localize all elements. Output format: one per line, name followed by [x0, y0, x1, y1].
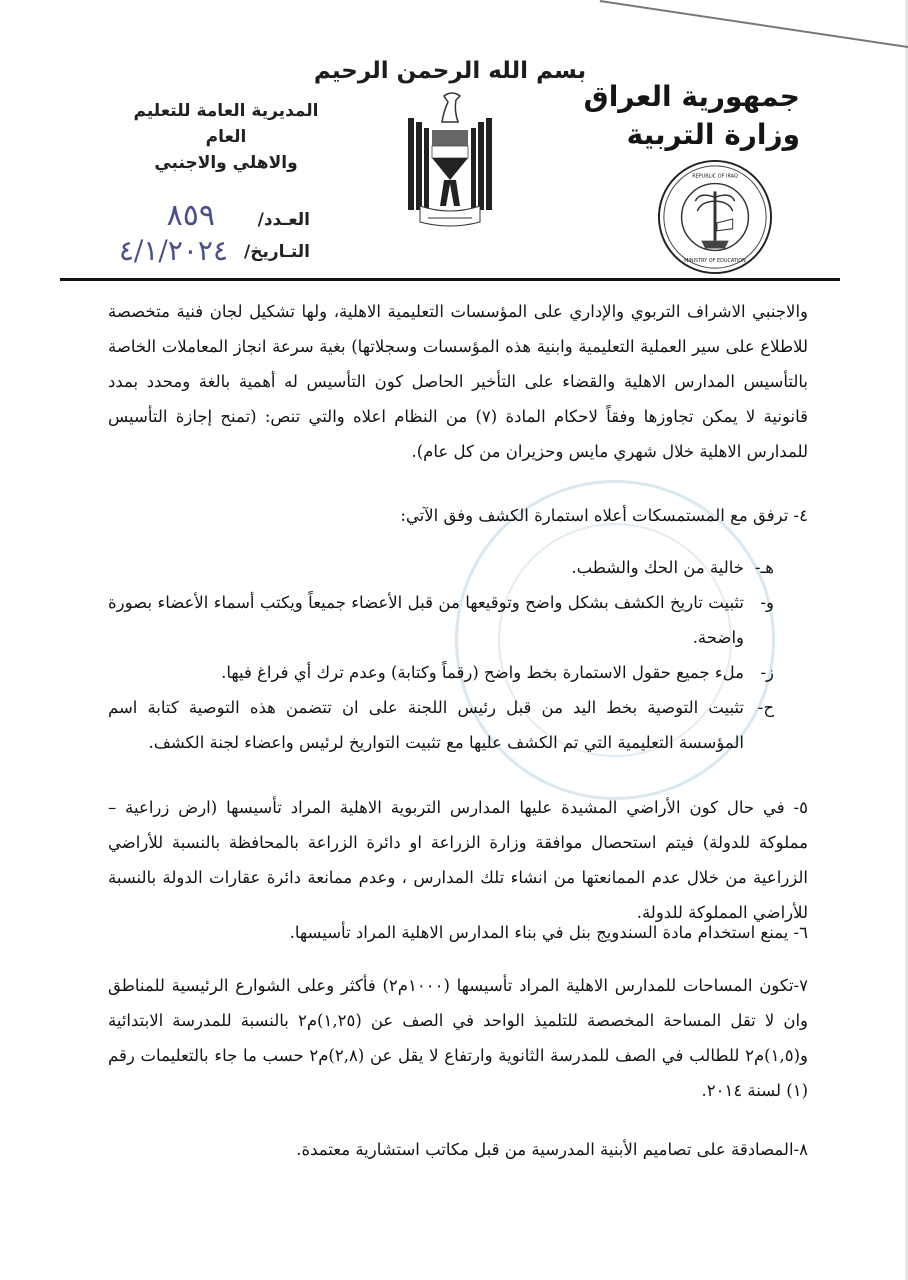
number-label: العـدد/ [257, 210, 310, 230]
item-marker: و- [760, 593, 774, 612]
point-8 [108, 1132, 808, 1167]
point-4-items [108, 550, 778, 760]
list-item [108, 585, 778, 655]
item-text: تثبيت تاريخ الكشف بشكل واضح وتوقيعها من قبل الأعضاء جميعاً ويكتب أسماء الأعضاء بصورة واضحة. [108, 593, 744, 647]
point-4 [108, 498, 808, 533]
svg-text:MINISTRY OF EDUCATION: MINISTRY OF EDUCATION [684, 258, 746, 265]
item-marker: هـ- [754, 558, 774, 577]
page-fold-line [600, 0, 908, 49]
svg-text:REPUBLIC OF IRAQ: REPUBLIC OF IRAQ [692, 173, 738, 180]
date-label: التـاريخ/ [244, 242, 310, 262]
list-item [108, 550, 778, 585]
point-4-text: ٤- ترفق مع المستمسكات أعلاه استمارة الكشف وفق الآتي: [400, 506, 808, 525]
list-item [108, 690, 778, 760]
intro-paragraph [108, 294, 808, 469]
item-marker: ز- [760, 663, 774, 682]
ministry-name: وزارة التربية [626, 118, 800, 151]
document-number: ٨٥٩ [166, 198, 215, 233]
item-text: ملء جميع حقول الاستمارة بخط واضح (رقماً وكتابة) وعدم ترك أي فراغ فيها. [221, 663, 744, 682]
directorate-line-2: والاهلي والاجنبي [154, 153, 298, 173]
item-text: خالية من الحك والشطب. [571, 558, 744, 577]
issuer-block [584, 78, 800, 154]
directorate-line-1: المديرية العامة للتعليم العام [133, 101, 319, 147]
eagle-emblem-icon [400, 88, 500, 238]
reference-block [10, 198, 310, 280]
country-name: جمهورية العراق [583, 80, 800, 113]
item-marker: ح- [757, 698, 774, 717]
point-6-text: ٦- يمنع استخدام مادة السندويج بنل في بناء المدارس الاهلية المراد تأسيسها. [289, 923, 808, 942]
point-8-text: ٨-المصادقة على تصاميم الأبنية المدرسية من قبل مكاتب استشارية معتمدة. [296, 1140, 808, 1159]
item-text: تثبيت التوصية بخط اليد من قبل رئيس اللجنة على ان تتضمن هذه التوصية كتابة اسم المؤسسة التعليمية التي تم الكشف عليها مع تثبيت التواريخ لرئيس واعضاء لجنة الكشف. [108, 698, 744, 752]
intro-text: والاجنبي الاشراف التربوي والإداري على المؤسسات التعليمية الاهلية، ولها تشكيل لجان فنية متخصصة للاطلاع على سير العملية التعليمية وابنية هذه المؤسسات وسجلاتها) بغية سرعة انجاز المعاملات الخاصة بالتأسيس المدارس الاهلية والقضاء على التأخير الحاصل كون التأسيس له أهمية بالغة ومحدد بمدد قانونية لا يمكن تجاوزها وفقاً لاحكام المادة (٧) من النظام اعلاه والتي تنص: (تمنح إجازة التأسيس للمدارس الاهلية خلال شهري مايس وحزيران من كل عام). [108, 302, 808, 461]
point-5-text: ٥- في حال كون الأراضي المشيدة عليها المدارس التربوية الاهلية المراد تأسيسها (ارض زراعية – مملوكة للدولة) فيتم استحصال موافقة وزارة الزراعة او دائرة الزراعة بالمحافظة بالنسبة للأراضي الزراعية من خلال عدم الممانعتها من انشاء تلك المدارس ، وعدم ممانعة دائرة عقارات الدولة بالنسبة للأراضي المملوكة للدولة. [108, 798, 808, 922]
point-7 [108, 968, 808, 1108]
list-item [108, 655, 778, 690]
point-6 [108, 915, 808, 950]
directorate-block [116, 98, 336, 176]
ministry-seal-icon [656, 158, 774, 276]
point-7-text: ٧-تكون المساحات للمدارس الاهلية المراد تأسيسها (١٠٠٠م٢) فأكثر وعلى الشوارع الرئيسية للمناطق وان لا تقل المساحة المخصصة للتلميذ الواحد في الصف عن (١,٢٥)م٢ بالنسبة للمدرسة الابتدائية و(١,٥)م٢ للطالب في الصف للمدرسة الثانوية وارتفاع لا يقل عن (٢,٨)م٢ حسب ما جاء بالتعليمات رقم (١) لسنة ٢٠١٤. [108, 976, 808, 1100]
header-divider [60, 278, 840, 281]
basmala: بسم الله الرحمن الرحيم [313, 58, 587, 84]
document-date: ٤/١/٢٠٢٤ [118, 234, 228, 267]
point-5 [108, 790, 808, 930]
